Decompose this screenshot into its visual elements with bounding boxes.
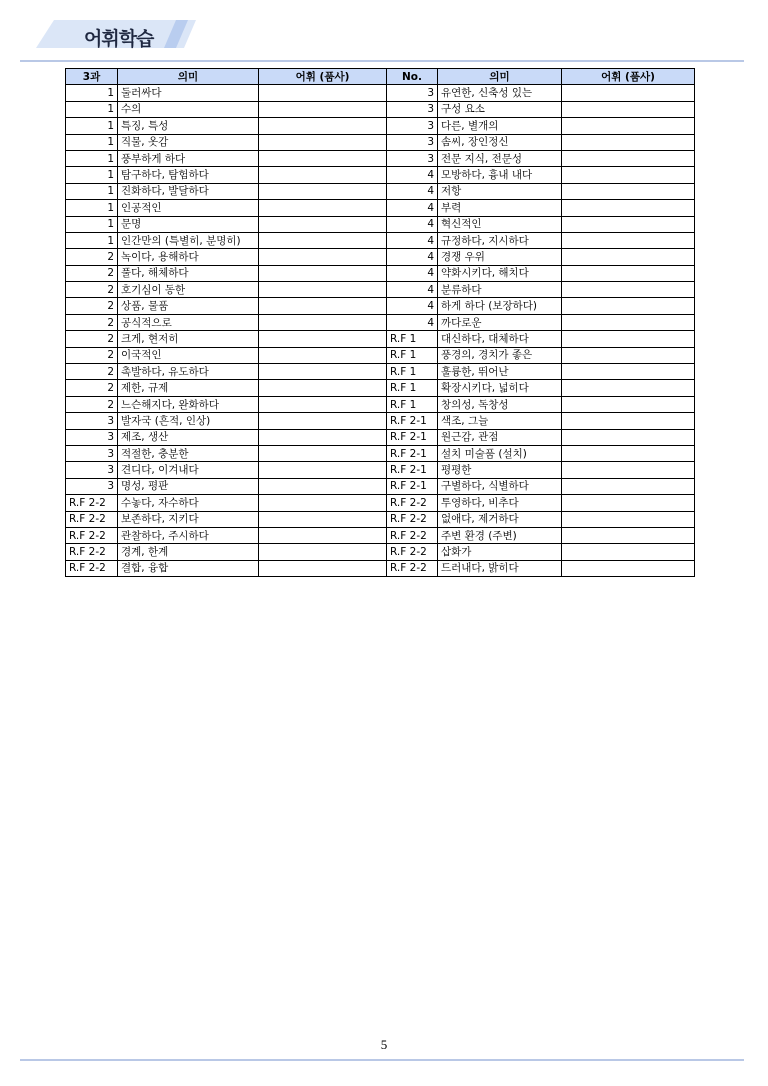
cell-vocab-right <box>562 527 695 543</box>
cell-lesson: 2 <box>66 282 118 298</box>
page-header <box>0 0 768 66</box>
cell-vocab-right <box>562 396 695 412</box>
cell-vocab <box>259 396 387 412</box>
cell-meaning-right: 부력 <box>438 200 562 216</box>
table-row <box>66 249 695 265</box>
cell-lesson: 1 <box>66 101 118 117</box>
table-row <box>66 364 695 380</box>
cell-vocab-right <box>562 364 695 380</box>
table-row <box>66 380 695 396</box>
cell-lesson: 1 <box>66 118 118 134</box>
cell-lesson: R.F 2-2 <box>66 527 118 543</box>
table-row <box>66 314 695 330</box>
cell-vocab-right <box>562 298 695 314</box>
cell-meaning: 느슨해지다, 완화하다 <box>118 396 259 412</box>
cell-no: 4 <box>387 265 438 281</box>
cell-vocab <box>259 216 387 232</box>
cell-no: R.F 2-2 <box>387 527 438 543</box>
cell-meaning: 이국적인 <box>118 347 259 363</box>
cell-no: 4 <box>387 314 438 330</box>
table-row <box>66 527 695 543</box>
cell-no: R.F 2-1 <box>387 445 438 461</box>
cell-lesson: 1 <box>66 134 118 150</box>
cell-meaning: 발자국 (흔적, 인상) <box>118 413 259 429</box>
cell-meaning: 촉발하다, 유도하다 <box>118 364 259 380</box>
cell-lesson: 1 <box>66 167 118 183</box>
cell-lesson: 1 <box>66 85 118 101</box>
cell-vocab <box>259 347 387 363</box>
cell-vocab <box>259 167 387 183</box>
cell-vocab <box>259 232 387 248</box>
header-no: No. <box>387 69 438 85</box>
cell-vocab-right <box>562 249 695 265</box>
cell-vocab-right <box>562 232 695 248</box>
cell-meaning: 견디다, 이겨내다 <box>118 462 259 478</box>
cell-vocab <box>259 183 387 199</box>
cell-vocab-right <box>562 544 695 560</box>
cell-vocab <box>259 495 387 511</box>
cell-meaning: 인공적인 <box>118 200 259 216</box>
cell-lesson: 1 <box>66 216 118 232</box>
cell-no: R.F 2-2 <box>387 560 438 576</box>
cell-meaning: 수의 <box>118 101 259 117</box>
cell-vocab <box>259 413 387 429</box>
cell-vocab <box>259 134 387 150</box>
cell-no: R.F 2-1 <box>387 462 438 478</box>
cell-lesson: 2 <box>66 364 118 380</box>
cell-meaning-right: 훌륭한, 뛰어난 <box>438 364 562 380</box>
table-row <box>66 85 695 101</box>
cell-meaning: 풍부하게 하다 <box>118 150 259 166</box>
cell-no: 3 <box>387 134 438 150</box>
table-row <box>66 232 695 248</box>
cell-vocab <box>259 462 387 478</box>
cell-vocab-right <box>562 183 695 199</box>
cell-no: 3 <box>387 85 438 101</box>
cell-no: R.F 1 <box>387 331 438 347</box>
cell-meaning-right: 약화시키다, 해치다 <box>438 265 562 281</box>
cell-no: R.F 2-1 <box>387 429 438 445</box>
header-lesson: 3과 <box>66 69 118 85</box>
cell-lesson: 1 <box>66 232 118 248</box>
cell-vocab <box>259 560 387 576</box>
cell-lesson: 1 <box>66 150 118 166</box>
table-row <box>66 413 695 429</box>
table-row <box>66 101 695 117</box>
table-row <box>66 511 695 527</box>
cell-vocab-right <box>562 331 695 347</box>
cell-meaning-right: 모방하다, 흉내 내다 <box>438 167 562 183</box>
cell-vocab-right <box>562 511 695 527</box>
cell-meaning-right: 풍경의, 경치가 좋은 <box>438 347 562 363</box>
cell-meaning-right: 경쟁 우위 <box>438 249 562 265</box>
cell-lesson: 2 <box>66 314 118 330</box>
cell-vocab-right <box>562 85 695 101</box>
cell-lesson: R.F 2-2 <box>66 544 118 560</box>
cell-meaning-right: 분류하다 <box>438 282 562 298</box>
table-row <box>66 134 695 150</box>
cell-vocab <box>259 527 387 543</box>
cell-lesson: 2 <box>66 396 118 412</box>
cell-meaning-right: 드러내다, 밝히다 <box>438 560 562 576</box>
cell-meaning-right: 저항 <box>438 183 562 199</box>
cell-vocab <box>259 249 387 265</box>
cell-vocab-right <box>562 265 695 281</box>
cell-lesson: R.F 2-2 <box>66 511 118 527</box>
cell-vocab-right <box>562 429 695 445</box>
cell-meaning: 보존하다, 지키다 <box>118 511 259 527</box>
cell-vocab-right <box>562 347 695 363</box>
cell-vocab <box>259 101 387 117</box>
cell-vocab-right <box>562 101 695 117</box>
cell-meaning-right: 주변 환경 (주변) <box>438 527 562 543</box>
cell-lesson: 3 <box>66 462 118 478</box>
cell-meaning: 인간만의 (특별히, 분명히) <box>118 232 259 248</box>
cell-vocab <box>259 445 387 461</box>
table-row <box>66 495 695 511</box>
cell-vocab-right <box>562 282 695 298</box>
cell-vocab-right <box>562 495 695 511</box>
cell-meaning-right: 구성 요소 <box>438 101 562 117</box>
cell-meaning-right: 유연한, 신축성 있는 <box>438 85 562 101</box>
table-row <box>66 282 695 298</box>
cell-meaning: 상품, 물품 <box>118 298 259 314</box>
cell-meaning-right: 혁신적인 <box>438 216 562 232</box>
cell-no: 4 <box>387 200 438 216</box>
page-title: 어휘학습 <box>84 28 154 50</box>
cell-vocab-right <box>562 134 695 150</box>
cell-vocab <box>259 200 387 216</box>
cell-meaning-right: 없애다, 제거하다 <box>438 511 562 527</box>
cell-lesson: 2 <box>66 265 118 281</box>
cell-no: 3 <box>387 150 438 166</box>
cell-lesson: R.F 2-2 <box>66 495 118 511</box>
cell-lesson: 3 <box>66 478 118 494</box>
table-row <box>66 200 695 216</box>
cell-no: R.F 2-2 <box>387 495 438 511</box>
cell-vocab-right <box>562 167 695 183</box>
cell-vocab <box>259 265 387 281</box>
table-row <box>66 347 695 363</box>
cell-vocab <box>259 380 387 396</box>
table-row <box>66 265 695 281</box>
cell-vocab <box>259 478 387 494</box>
cell-vocab-right <box>562 380 695 396</box>
cell-meaning-right: 하게 하다 (보장하다) <box>438 298 562 314</box>
footer-divider <box>20 1059 744 1061</box>
cell-lesson: 2 <box>66 249 118 265</box>
table-row <box>66 118 695 134</box>
cell-vocab <box>259 118 387 134</box>
cell-vocab <box>259 544 387 560</box>
cell-no: R.F 1 <box>387 380 438 396</box>
cell-meaning: 명성, 평판 <box>118 478 259 494</box>
table-row <box>66 331 695 347</box>
table-row <box>66 216 695 232</box>
cell-vocab-right <box>562 118 695 134</box>
cell-meaning: 관찰하다, 주시하다 <box>118 527 259 543</box>
cell-vocab-right <box>562 462 695 478</box>
cell-vocab-right <box>562 413 695 429</box>
cell-meaning: 적절한, 충분한 <box>118 445 259 461</box>
table-row <box>66 462 695 478</box>
cell-no: 4 <box>387 249 438 265</box>
cell-no: 3 <box>387 118 438 134</box>
cell-meaning: 결합, 융합 <box>118 560 259 576</box>
cell-meaning: 경계, 한계 <box>118 544 259 560</box>
cell-no: R.F 2-2 <box>387 544 438 560</box>
table-row <box>66 298 695 314</box>
cell-lesson: 1 <box>66 183 118 199</box>
cell-no: 4 <box>387 298 438 314</box>
cell-vocab-right <box>562 150 695 166</box>
cell-meaning: 탐구하다, 탐험하다 <box>118 167 259 183</box>
table-row <box>66 429 695 445</box>
cell-meaning-right: 솜씨, 장인정신 <box>438 134 562 150</box>
cell-lesson: 3 <box>66 413 118 429</box>
cell-meaning: 둘러싸다 <box>118 85 259 101</box>
cell-meaning-right: 투영하다, 비추다 <box>438 495 562 511</box>
cell-lesson: 2 <box>66 347 118 363</box>
cell-no: R.F 2-2 <box>387 511 438 527</box>
cell-vocab-right <box>562 216 695 232</box>
cell-no: R.F 1 <box>387 396 438 412</box>
table-row <box>66 396 695 412</box>
table-row <box>66 150 695 166</box>
cell-vocab <box>259 429 387 445</box>
cell-meaning: 수놓다, 자수하다 <box>118 495 259 511</box>
cell-meaning-right: 삽화가 <box>438 544 562 560</box>
cell-lesson: 2 <box>66 380 118 396</box>
cell-meaning: 특징, 특성 <box>118 118 259 134</box>
cell-meaning-right: 전문 지식, 전문성 <box>438 150 562 166</box>
header-meaning: 의미 <box>118 69 259 85</box>
table-body <box>66 85 695 577</box>
cell-vocab-right <box>562 560 695 576</box>
cell-meaning: 녹이다, 용해하다 <box>118 249 259 265</box>
page-number: 5 <box>380 1037 388 1052</box>
cell-meaning: 호기심이 동한 <box>118 282 259 298</box>
cell-meaning-right: 대신하다, 대체하다 <box>438 331 562 347</box>
cell-meaning-right: 구별하다, 식별하다 <box>438 478 562 494</box>
cell-meaning: 문명 <box>118 216 259 232</box>
cell-vocab <box>259 331 387 347</box>
cell-no: 4 <box>387 167 438 183</box>
table-row <box>66 167 695 183</box>
cell-vocab-right <box>562 478 695 494</box>
cell-no: 4 <box>387 183 438 199</box>
cell-meaning: 직물, 옷감 <box>118 134 259 150</box>
cell-vocab <box>259 298 387 314</box>
cell-meaning: 크게, 현저히 <box>118 331 259 347</box>
cell-meaning-right: 다른, 별개의 <box>438 118 562 134</box>
cell-lesson: 2 <box>66 298 118 314</box>
cell-vocab-right <box>562 314 695 330</box>
cell-meaning-right: 까다로운 <box>438 314 562 330</box>
cell-meaning: 진화하다, 발달하다 <box>118 183 259 199</box>
cell-meaning-right: 색조, 그늘 <box>438 413 562 429</box>
cell-no: R.F 1 <box>387 347 438 363</box>
cell-meaning: 제한, 규제 <box>118 380 259 396</box>
table-row <box>66 445 695 461</box>
header-meaning-right: 의미 <box>438 69 562 85</box>
cell-meaning-right: 규정하다, 지시하다 <box>438 232 562 248</box>
cell-vocab-right <box>562 445 695 461</box>
header-vocab: 어휘 (품사) <box>259 69 387 85</box>
header-vocab-right: 어휘 (품사) <box>562 69 695 85</box>
cell-meaning-right: 설치 미술품 (설치) <box>438 445 562 461</box>
cell-lesson: 3 <box>66 429 118 445</box>
cell-vocab <box>259 511 387 527</box>
cell-no: 3 <box>387 101 438 117</box>
cell-vocab-right <box>562 200 695 216</box>
table-row <box>66 544 695 560</box>
cell-meaning-right: 창의성, 독창성 <box>438 396 562 412</box>
cell-lesson: 3 <box>66 445 118 461</box>
cell-lesson: R.F 2-2 <box>66 560 118 576</box>
cell-vocab <box>259 314 387 330</box>
cell-meaning: 풀다, 해체하다 <box>118 265 259 281</box>
table-row <box>66 183 695 199</box>
cell-lesson: 1 <box>66 200 118 216</box>
cell-meaning-right: 원근감, 관점 <box>438 429 562 445</box>
header-divider <box>20 60 744 62</box>
cell-no: 4 <box>387 282 438 298</box>
cell-meaning: 공식적으로 <box>118 314 259 330</box>
cell-no: R.F 2-1 <box>387 478 438 494</box>
cell-lesson: 2 <box>66 331 118 347</box>
cell-no: 4 <box>387 232 438 248</box>
cell-vocab <box>259 85 387 101</box>
table-header-row <box>66 69 695 85</box>
cell-vocab <box>259 364 387 380</box>
vocabulary-table <box>65 68 695 577</box>
table-row <box>66 478 695 494</box>
cell-meaning-right: 평평한 <box>438 462 562 478</box>
cell-vocab <box>259 282 387 298</box>
cell-no: R.F 2-1 <box>387 413 438 429</box>
cell-vocab <box>259 150 387 166</box>
cell-meaning-right: 확장시키다, 넓히다 <box>438 380 562 396</box>
table-row <box>66 560 695 576</box>
cell-no: 4 <box>387 216 438 232</box>
cell-no: R.F 1 <box>387 364 438 380</box>
cell-meaning: 제조, 생산 <box>118 429 259 445</box>
